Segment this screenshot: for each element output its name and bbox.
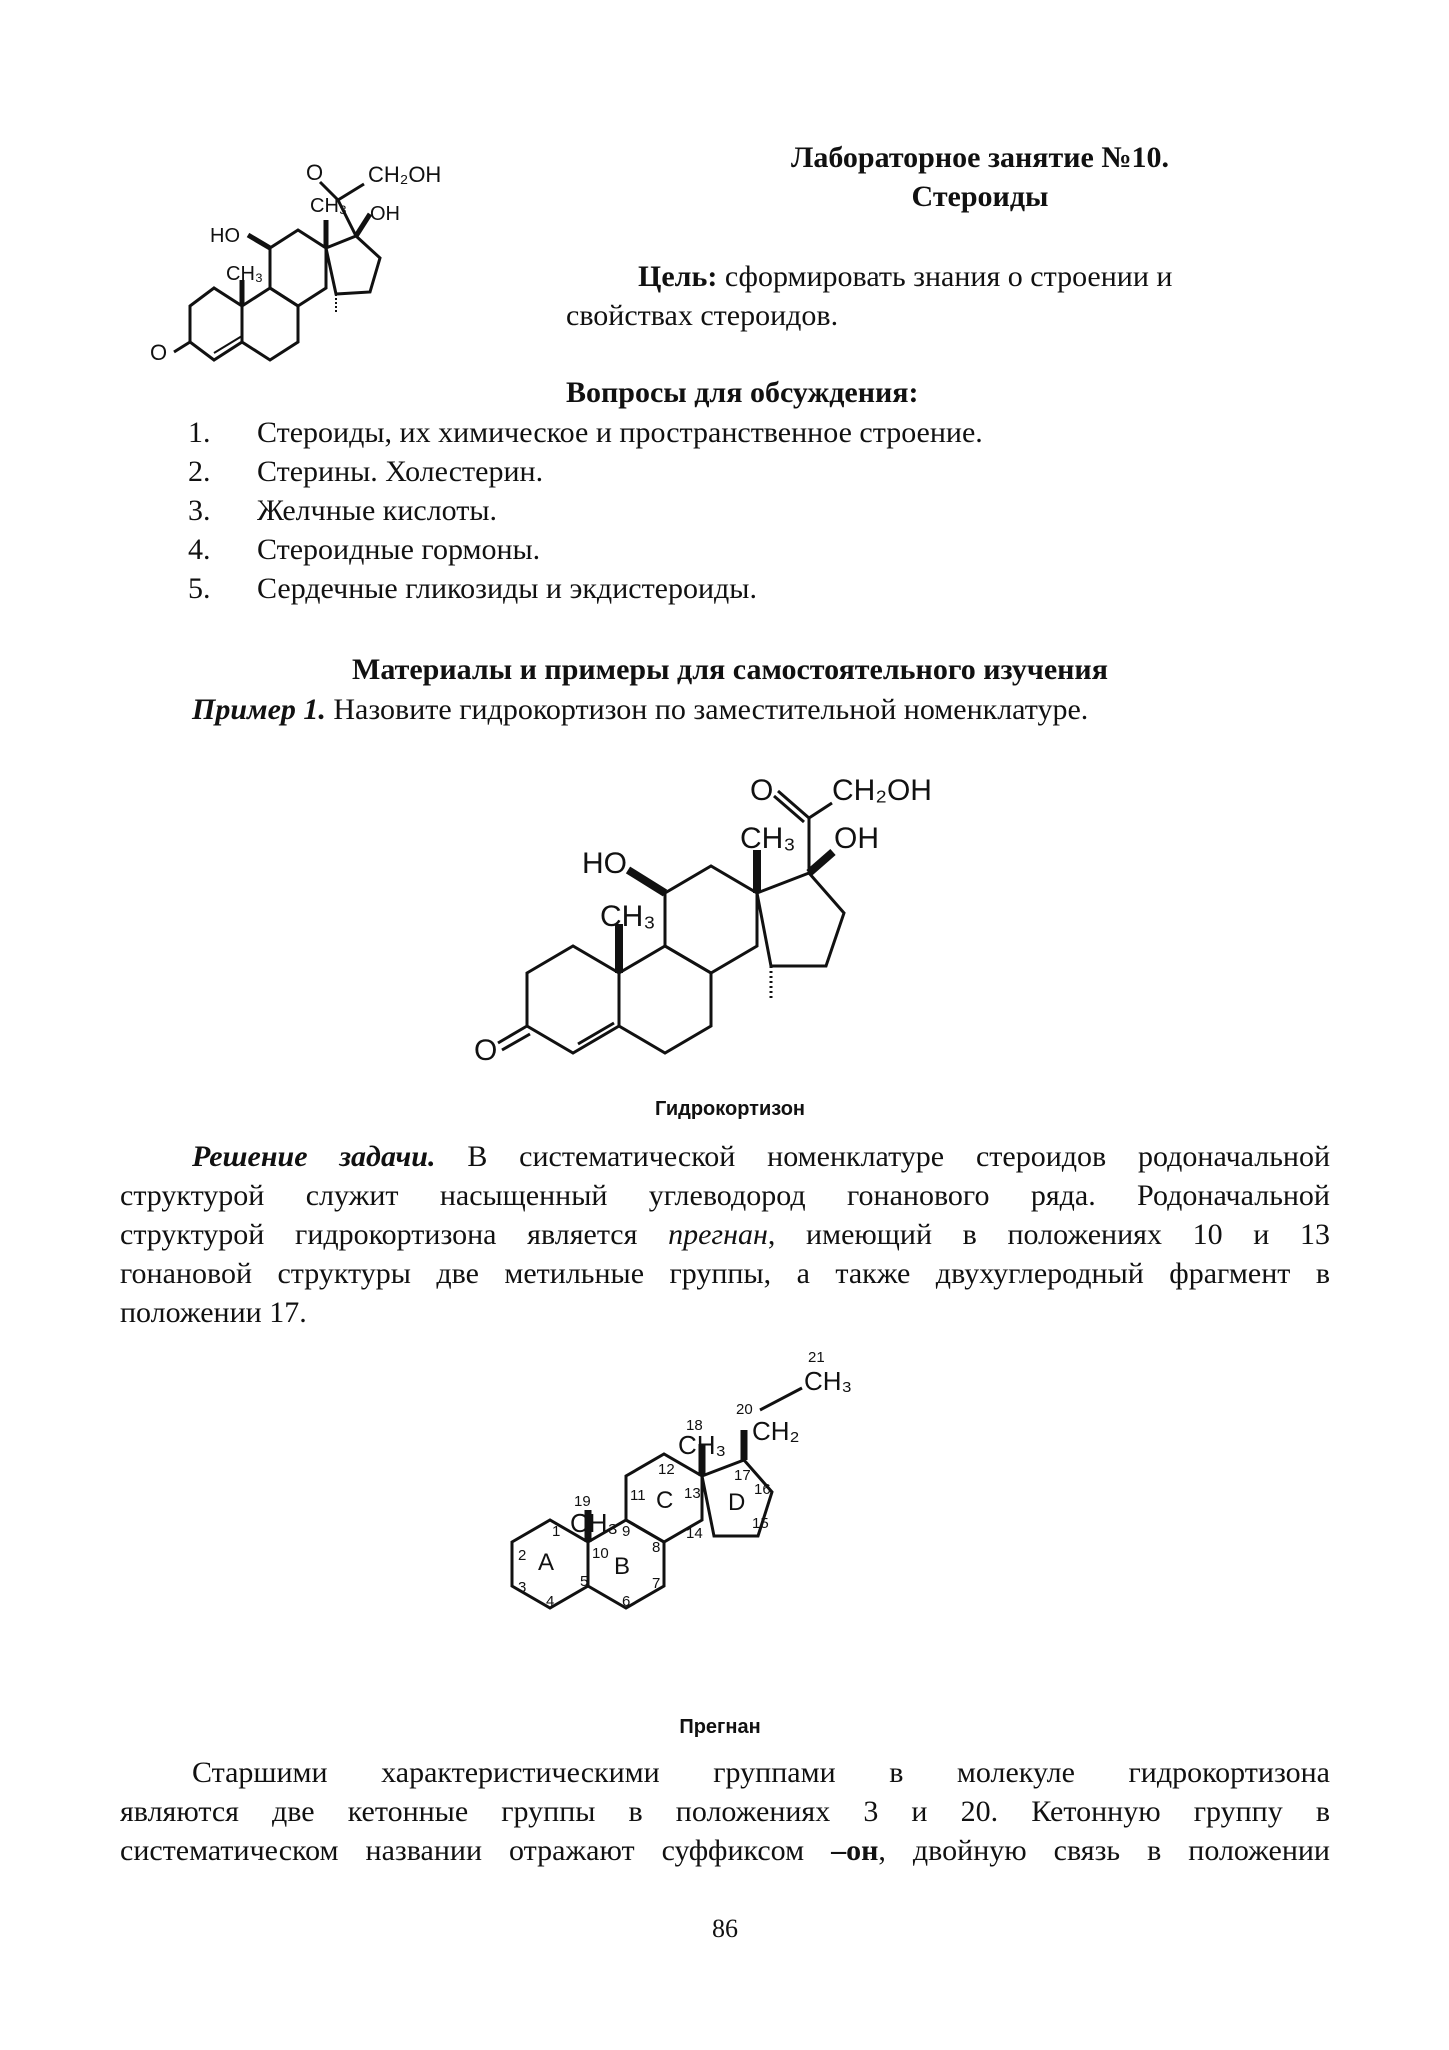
figure-1-caption: Гидрокортизон <box>654 1098 805 1120</box>
atom-number-15: 15 <box>752 1515 769 1532</box>
atom-number-2: 2 <box>518 1547 527 1564</box>
ring-d-label: D <box>728 1489 746 1516</box>
ho-11-label: HO <box>582 847 627 880</box>
figure-2-caption: Прегнан <box>679 1716 761 1738</box>
hydrocortisone-structure <box>460 748 1020 1108</box>
atom-number-19: 19 <box>574 1493 591 1510</box>
goal-paragraph <box>566 257 1366 335</box>
list-item: 4. Стероидные гормоны. <box>188 533 541 566</box>
oxo-3-label: O <box>474 1034 498 1067</box>
atom-number-7: 7 <box>652 1575 661 1592</box>
thumb-ch3-13: CH₃ <box>310 195 348 217</box>
thumb-oxo-3: O <box>150 340 168 365</box>
atom-number-18: 18 <box>686 1417 703 1434</box>
thumb-oh-17: OH <box>370 203 400 225</box>
atom-number-3: 3 <box>518 1579 527 1596</box>
goal-label: Цель: <box>638 260 718 293</box>
atom-number-21: 21 <box>808 1349 825 1366</box>
atom-number-16: 16 <box>754 1481 771 1498</box>
thumb-oxo-20: O <box>306 160 324 185</box>
oxo-20-label: O <box>750 774 774 807</box>
thumb-ch2oh: CH₂OH <box>368 162 442 187</box>
ring-a-label: A <box>538 1549 555 1576</box>
ch3-18-label: CH₃ <box>678 1430 727 1460</box>
example-text: Назовите гидрокортизон по заместительной номенклатуре. <box>325 693 1089 726</box>
goal-text-1: сформировать знания о строении и <box>717 260 1173 293</box>
pregnane-structure <box>490 1330 1010 1690</box>
atom-number-11: 11 <box>630 1487 646 1504</box>
example-label: Пример 1. <box>192 693 326 726</box>
materials-heading: Материалы и примеры для самостоятельного изучения <box>352 653 1108 686</box>
atom-number-8: 8 <box>652 1539 661 1556</box>
atom-number-5: 5 <box>580 1573 589 1590</box>
title-line-1: Лабораторное занятие №10. <box>790 141 1170 174</box>
atom-number-10: 10 <box>592 1545 609 1562</box>
atom-number-14: 14 <box>686 1525 703 1542</box>
ch3-10-label: CH₃ <box>600 900 656 933</box>
goal-text-2: свойствах стероидов. <box>566 299 839 332</box>
questions-heading: Вопросы для обсуждения: <box>566 376 919 409</box>
atom-number-1: 1 <box>552 1523 561 1540</box>
list-item: 3. Желчные кислоты. <box>188 494 498 527</box>
solution-label: Решение задачи. <box>192 1140 436 1173</box>
atom-number-12: 12 <box>658 1461 675 1478</box>
ch2-20-label: CH₂ <box>752 1416 800 1446</box>
atom-number-9: 9 <box>622 1523 631 1540</box>
ch3-19-label: CH₃ <box>570 1508 619 1538</box>
ch2oh-label: CH₂OH <box>832 774 932 807</box>
thumb-ho-11: HO <box>210 225 240 247</box>
ch3-13-label: CH₃ <box>740 822 796 855</box>
atom-number-13: 13 <box>684 1485 701 1502</box>
pregnane-term: прегнан <box>668 1218 768 1251</box>
oh-17-label: OH <box>834 822 879 855</box>
list-item: 1. Стероиды, их химическое и пространственное строение. <box>188 416 983 449</box>
list-item: 5. Сердечные гликозиды и экдистероиды. <box>188 572 757 605</box>
hydrocortisone-thumbnail-structure <box>130 130 530 380</box>
atom-number-6: 6 <box>622 1593 631 1610</box>
ch3-21-label: CH₃ <box>804 1366 853 1396</box>
questions-list <box>188 413 1288 608</box>
atom-number-4: 4 <box>546 1593 555 1610</box>
title-line-2: Стероиды <box>911 180 1049 213</box>
example-1-paragraph <box>192 690 1342 729</box>
atom-number-17: 17 <box>734 1467 751 1484</box>
thumb-ch3-10: CH₃ <box>226 263 264 285</box>
ring-b-label: B <box>614 1553 631 1580</box>
page-number: 86 <box>712 1914 738 1943</box>
ring-c-label: C <box>656 1487 674 1514</box>
list-item: 2. Стерины. Холестерин. <box>188 455 544 488</box>
solution-paragraph: Решение задачи. В систематической номенклатуре стероидов родоначальной структурой служит насыщенный углеводород гонанового ряда. Родоначальной структурой гидрокортизона является прегнан, имеющий в положениях 10 и 13 гонановой структуры две метильные группы, а также двухуглеродный фрагмент в положении 17. <box>120 1140 1331 1329</box>
page-title <box>630 138 1330 216</box>
atom-number-20: 20 <box>736 1401 753 1418</box>
conclusion-paragraph: Старшими характеристическими группами в молекуле гидрокортизона являются две кетонные группы в положениях 3 и 20. Кетонную группу в систематическом названии отражают суффиксом –он, двойную связь в положении <box>120 1756 1330 1867</box>
suffix-on: –он <box>831 1834 879 1867</box>
